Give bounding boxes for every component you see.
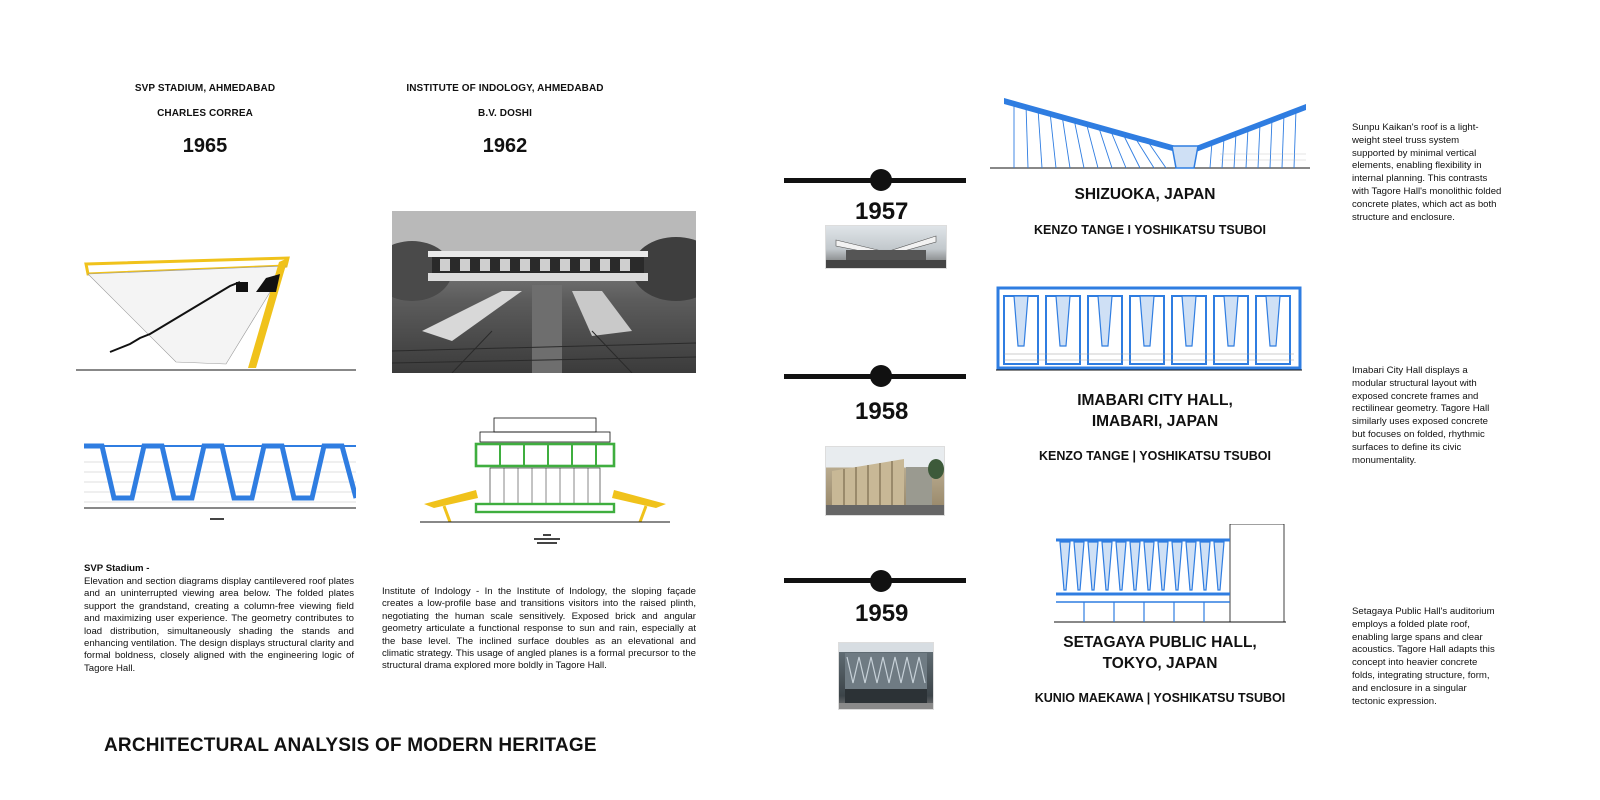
indology-architect: B.V. DOSHI (478, 108, 532, 119)
svp-year: 1965 (182, 135, 228, 157)
indology-title: INSTITUTE OF INDOLOGY, AHMEDABAD (406, 83, 604, 94)
setagaya-photo (838, 642, 934, 710)
svp-title: SVP STADIUM, AHMEDABAD (134, 83, 276, 94)
shizuoka-architects: KENZO TANGE I YOSHIKATSU TSUBOI (1034, 223, 1266, 237)
imabari-note: Imabari City Hall displays a modular structural layout with exposed concrete frames and rectilinear geometry. Tagore Hall similarly uses exposed concrete but focuses on folded, rhythmic surfaces to define its civic monumentality. (1352, 365, 1490, 466)
setagaya-architects: KUNIO MAEKAWA | YOSHIKATSU TSUBOI (1034, 691, 1286, 705)
timeline-dot-1957 (870, 169, 892, 191)
timeline-year-1958: 1958 (855, 398, 909, 425)
indology-elevation-drawing (420, 416, 670, 524)
imabari-title-line-2: IMABARI, JAPAN (1091, 413, 1219, 430)
setagaya-title-line-1: SETAGAYA PUBLIC HALL, (1063, 634, 1257, 651)
svp-elevation-label-mark (210, 518, 224, 520)
imabari-photo (825, 446, 945, 516)
shizuoka-title-line-1: SHIZUOKA, JAPAN (1074, 186, 1216, 203)
svp-caption-heading: SVP Stadium - (84, 563, 150, 574)
timeline-year-1957: 1957 (855, 198, 909, 225)
svp-caption-body: Elevation and section diagrams display cantilevered roof plates and an uninterrupted viewing area below. The folded plates support the grandstand, creating a column-free viewing field and maximizing user experience. The geometry contributes to load distribution, simultaneously shading the stands and enhancing ventilation. The design displays structural clarity and formal boldness, closely aligned with the engineering logic of Tagore Hall. (84, 576, 354, 674)
svp-section-drawing (76, 244, 356, 376)
shizuoka-note: Sunpu Kaikan's roof is a light-weight steel truss system supported by minimal vertical elements, enabling flexibility in internal planning. This contrasts with Tagore Hall's monolithic folded concrete plates, which act as both structure and enclosure. (1352, 122, 1502, 223)
shizuoka-photo (825, 225, 947, 269)
indology-caption-body: Institute of Indology - In the Institute of Indology, the sloping façade creates a low-profile base and transitions visitors into the raised plinth, negotiating the human scale sensitively. Exposed brick and angular geometry articulate a functional response to sun and rain, especially at the base level. The inclined surface doubles as an elevational and climatic strategy. This usage of angled planes is a formal precursor to the structural drama explored more boldly in Tagore Hall. (382, 586, 696, 672)
svp-elevation-drawing (84, 432, 356, 512)
indology-photo (392, 211, 696, 373)
indology-year: 1962 (482, 135, 528, 157)
setagaya-title-line-2: TOKYO, JAPAN (1102, 655, 1218, 672)
imabari-elevation-drawing (996, 284, 1302, 372)
timeline-dot-1958 (870, 365, 892, 387)
main-title: ARCHITECTURAL ANALYSIS OF MODERN HERITAGE (104, 735, 597, 756)
shizuoka-elevation-drawing (990, 94, 1310, 172)
imabari-architects: KENZO TANGE | YOSHIKATSU TSUBOI (1039, 449, 1271, 463)
timeline-dot-1959 (870, 570, 892, 592)
imabari-title-line-1: IMABARI CITY HALL, (1077, 392, 1233, 409)
timeline-year-1959: 1959 (855, 600, 909, 627)
setagaya-note: Setagaya Public Hall's auditorium employs a folded plate roof, enabling large spans and clear acoustics. Tagore Hall adapts this concept into heavier concrete folds, integrating structure, form, and enclosure in a singular tectonic expression. (1352, 606, 1495, 707)
setagaya-elevation-drawing (1054, 524, 1286, 624)
indology-elevation-label-mark (534, 534, 560, 546)
svp-architect: CHARLES CORREA (157, 108, 253, 119)
